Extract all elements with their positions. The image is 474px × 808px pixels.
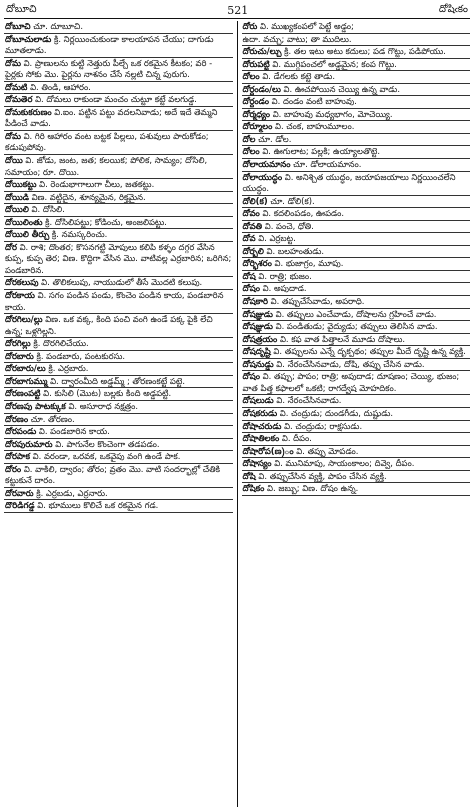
dictionary-entry xyxy=(4,192,233,205)
entry-definition: వి. సగం పండిన పండు, కొంచెం పండిన కాయ, పండబారిన కాయ. xyxy=(5,290,224,312)
dictionary-entry xyxy=(242,196,471,209)
dictionary-entry xyxy=(4,107,233,131)
entry-headword: దోషజ్ఞుడు xyxy=(242,308,273,319)
dictionary-entry xyxy=(242,346,471,359)
entry-definition: వి. తప్పుచేసేవాడు, అపరాధి. xyxy=(268,296,365,307)
dictionary-entry xyxy=(242,408,471,421)
dictionary-entry xyxy=(242,359,471,372)
dictionary-entry xyxy=(242,458,471,471)
entry-headword: దోషలుడు xyxy=(242,395,274,406)
entry-definition: వి. రాత్రి; భుజం. xyxy=(255,270,312,281)
dictionary-entry xyxy=(242,208,471,221)
entry-headword: దోర్మూలం xyxy=(242,121,273,132)
right-column xyxy=(237,21,471,807)
entry-definition: వి. తిండి, ఆహారం. xyxy=(27,81,91,92)
entry-definition: వి. చంద్రుడు; రాక్షసుడు. xyxy=(281,420,363,431)
entry-headword: దోర్బలి xyxy=(242,245,264,256)
dictionary-entry xyxy=(4,131,233,155)
dictionary-entry xyxy=(4,500,233,513)
entry-definition: క్రి. దొరగిలిచేయు. xyxy=(30,338,89,349)
entry-definition: వి. రాశి; దొంతర; కొసనగట్టి మోపులు కలిపి కళ్ళం దగ్గర వేసిన కుప్ప, కుప్ప తెర; విణ. కొద్దిగా వేసిన మొ. వాటివల్ల ఎర్రబారిన; ఒరిగిన; పండబారిన. xyxy=(5,241,232,275)
entry-headword: దోరుచు/ల్చు xyxy=(242,46,282,57)
entry-headword: దోయిడి xyxy=(5,191,29,202)
entry-definition: వి. ప్రాణులను కుట్టి నెత్తురు పీల్చే ఒక రకమైన కీటకం; వరి - పైర్లకు సోకు మొ. పైర్లను నాశనం చేసే నల్లటి చిన్న పురుగు. xyxy=(5,57,213,80)
dictionary-entry xyxy=(4,439,233,452)
dictionary-entry xyxy=(4,179,233,192)
dictionary-entry xyxy=(242,134,471,147)
dictionary-entry xyxy=(242,283,471,296)
dictionary-entry xyxy=(242,296,471,309)
entry-definition: వి. ఊచపోయిన చెయ్యి ఉన్న వాడు. xyxy=(280,83,400,94)
entry-headword: దోవతి xyxy=(242,220,263,231)
entry-headword: దోషాతిలకం xyxy=(242,433,280,444)
entry-definition: వి. భుజాగ్రం, మూపు. xyxy=(271,258,344,269)
page-header xyxy=(4,2,470,19)
entry-headword: దోషి xyxy=(242,470,256,481)
entry-definition: వి. గిరి ఆహారం వంట బట్టక పిల్లలు, పశువులు పారుకోడం; కడుపుపోవు. xyxy=(5,130,209,153)
entry-headword: దోరవారు xyxy=(5,487,34,498)
entry-definition: వి. ఊగులాట; పల్లకి; ఉయ్యాలతొట్టె. xyxy=(259,146,381,157)
header-left-guide-word: దోబూచి xyxy=(6,4,37,15)
dictionary-entry xyxy=(4,217,233,230)
entry-headword: దోర్మధ్యం xyxy=(242,108,271,119)
entry-definition: వి. జబ్బు; విణ. దోషం ఉన్న. xyxy=(264,483,359,494)
dictionary-entry xyxy=(4,426,233,439)
entry-definition: వి. మునిమాపు, సాయంకాలం; దివ్వె, దీపం. xyxy=(271,458,415,469)
entry-headword: దోమతెర xyxy=(5,94,33,105)
entry-definition: వి. పండబారిన కాయ. xyxy=(36,426,110,437)
left-column xyxy=(4,21,237,807)
entry-definition: క్రి. నిర్లయించుకుండా కాలయాపన చేయు; దాగుడు మూతలాడు. xyxy=(5,33,214,56)
entry-headword: దోరకలుపు xyxy=(5,277,39,288)
entry-headword: దోయి xyxy=(5,155,23,166)
dictionary-entry xyxy=(242,84,471,97)
entry-headword: దోవ xyxy=(242,233,256,244)
entry-definition: వి. భూములు కొలిచే ఒక రకమైన గడ. xyxy=(34,500,159,511)
entry-definition: వి. జోడు, జంట, జత; కలయిక; పోలిక, సామ్యం; దోసిలి, సమాయం; రూ. దొయి. xyxy=(5,155,208,177)
dictionary-entry xyxy=(242,471,471,484)
dictionary-entry xyxy=(242,96,471,109)
page-number: 521 xyxy=(227,3,249,17)
dictionary-entry xyxy=(4,376,233,389)
entry-headword: దోరణపు పాటక్కుక xyxy=(5,400,66,411)
entry-definition: వి. తప్పుచేసిన వ్యక్తి, పాపం చేసిన వ్యక్తి. xyxy=(255,470,387,481)
entry-headword: దోర్భిశరం xyxy=(242,258,272,269)
entry-headword: దోమటి xyxy=(5,81,28,92)
dictionary-entry xyxy=(4,21,233,34)
entry-headword: దోయికట్టు xyxy=(5,179,37,190)
entry-definition: వి. బలహంతుడు. xyxy=(263,245,325,256)
entry-definition: క్రి. దోసిలిపట్టు; కోడించు, అంజలిపట్టు. xyxy=(42,216,167,227)
entry-headword: దోలాయమానం xyxy=(242,159,291,170)
entry-definition: వి. పాగునేల కొంచెంగా తడపడం. xyxy=(52,438,160,449)
entry-headword: దోబూచి xyxy=(5,21,31,31)
entry-definition: వి. నేరంచేసినవాడు. xyxy=(273,395,342,406)
entry-headword: దోరపాక xyxy=(5,451,30,462)
entry-headword: దోర్దండం xyxy=(242,96,269,107)
entry-definition: విణ. ఒక వక్క, కింది పంచి వంగి ఉండే పక్క పైకి లేచి ఉన్న; ఒళ్లగిల్లని. xyxy=(5,314,213,336)
entry-definition: వి. దీపం. xyxy=(279,433,312,444)
dictionary-entry xyxy=(4,388,233,401)
entry-definition: వి. చంక, బాహుమూలం. xyxy=(272,121,355,132)
entry-definition: వి. వాకిలి, ద్వారం; తోరం; వ్రతం మొ. వాటి సందర్భాల్లో చేతికి కట్టుకునే దారం. xyxy=(5,463,221,486)
dictionary-entry xyxy=(4,82,233,95)
entry-headword: దోయిలింతు xyxy=(5,216,43,227)
entry-definition: ఉదా. వచ్చు; వాటు; తా ముదిలు. xyxy=(242,33,352,44)
entry-headword: దోషజ్ఞుడు xyxy=(242,321,273,332)
dictionary-entry xyxy=(4,451,233,464)
entry-headword: దోషకారి xyxy=(242,296,268,307)
entry-definition: వి. అనిశ్చిత యుద్ధం, జయాపజయాలు నిర్ణయించలేని యుద్ధం. xyxy=(242,171,456,194)
dictionary-entry xyxy=(242,34,471,47)
entry-definition: వి. దోసిలి. xyxy=(28,204,65,215)
entry-definition: చూ. దూబూచి. xyxy=(30,21,83,31)
dictionary-entry xyxy=(242,334,471,347)
dictionary-entry xyxy=(4,290,233,314)
entry-headword: దోరకాయ xyxy=(5,290,35,301)
entry-headword: దోషికం xyxy=(242,483,265,494)
entry-definition: క్రి. ఎర్రబడు, ఎర్రనారు. xyxy=(33,487,108,498)
entry-headword: దోషం xyxy=(242,371,261,382)
dictionary-entry xyxy=(242,109,471,122)
entry-headword: దోషనుడ్డు xyxy=(242,358,274,369)
entry-definition: వి. చంద్రుడు; దుండగీడు, దుష్టుడు. xyxy=(277,407,394,418)
entry-definition: వి. తప్పులను ఎన్నే దృక్పథం; తప్పుల మీదే దృష్టి ఉన్న వ్యక్తి. xyxy=(270,346,466,357)
entry-definition: వి. దోమలు రాకుండా మంచం చుట్టూ కట్టే వలగుడ్డ. xyxy=(32,94,197,105)
dictionary-entry xyxy=(242,446,471,459)
entry-headword: దోరపురుమారు xyxy=(5,438,53,449)
entry-headword: దోలాయుద్ధం xyxy=(242,171,283,182)
entry-definition: వి. తప్పులు ఎంచేవాడు, దోషాలను గ్రహించే వాడు. xyxy=(272,308,437,319)
dictionary-entry xyxy=(242,159,471,172)
dictionary-entry xyxy=(4,338,233,351)
entry-headword: దోరం xyxy=(5,463,22,474)
entry-headword: దోయిలి తీర్చు xyxy=(5,229,50,240)
entry-headword: దోష xyxy=(242,270,256,281)
entry-headword: దోరగిలు/ల్లు xyxy=(5,314,43,325)
entry-headword: దోమకుకరుణం xyxy=(5,106,52,117)
entry-headword: దోల xyxy=(242,133,256,144)
dictionary-entry xyxy=(4,58,233,82)
entry-definition: వి. ద్వారంమీది అడ్డమ్మ్ ; తోరణంకట్టే పట్టె. xyxy=(47,375,185,386)
entry-definition: వి. డేగలకు కట్టె తాడు. xyxy=(259,71,335,82)
entry-definition: వి. కుసిలి (మొట) బల్లకు కింది అడ్డపట్టి. xyxy=(40,388,172,399)
dictionary-entry xyxy=(4,363,233,376)
entry-definition: క్రి. నమస్కరించు. xyxy=(49,229,108,240)
entry-definition: వి. అపుదాడ. xyxy=(260,283,307,294)
dictionary-entry xyxy=(242,59,471,72)
entry-definition: వి. దండం వంటి బాహువు. xyxy=(269,96,357,107)
dictionary-entry xyxy=(242,309,471,322)
entry-headword: దోరబారు xyxy=(5,350,34,361)
entry-definition: చూ. డోలాయమానం. xyxy=(290,159,362,170)
entry-headword: దొరిడిగడ్డ xyxy=(5,500,35,511)
dictionary-entry xyxy=(4,204,233,217)
dictionary-entry xyxy=(4,351,233,364)
dictionary-entry xyxy=(242,21,471,34)
entry-headword: దోషత్రయం xyxy=(242,333,278,344)
entry-headword: దోయిలి xyxy=(5,204,29,215)
dictionary-entry xyxy=(242,258,471,271)
dictionary-entry xyxy=(242,71,471,84)
dictionary-entry xyxy=(242,172,471,196)
dictionary-entry xyxy=(242,395,471,408)
entry-headword: దోరపండు xyxy=(5,426,37,437)
entry-headword: దోబూచులాడు xyxy=(5,33,52,44)
dictionary-entry xyxy=(4,401,233,414)
dictionary-entry xyxy=(4,242,233,278)
entry-definition: వి. నేరంచేసినవాడు, దోషి, తప్పు చేసిన వాడు. xyxy=(273,358,425,369)
entry-headword: దోర xyxy=(5,241,17,252)
dictionary-entry xyxy=(4,464,233,488)
entry-headword: దోషదృష్టి xyxy=(242,346,271,357)
entry-headword: దోషాస్యం xyxy=(242,458,272,469)
entry-definition: వి. బాహువు మధ్యభాగం, మోచెయ్యి. xyxy=(270,108,393,119)
entry-definition: వి. తప్పు; పాపం; రాత్రి; అపుదాడ; దూషణం; చెయ్యి, భుజం; వాత పిత్త కఫాలలో ఒకటి; రాగద్వేష మోహదికం. xyxy=(242,371,460,393)
entry-definition: చూ. డోల. xyxy=(255,133,292,144)
entry-headword: దోషకరుడు xyxy=(242,407,278,418)
entry-headword: దోరబారు/లు xyxy=(5,363,46,374)
dictionary-entry xyxy=(4,94,233,107)
entry-definition: వి. కదలింపడం, ఊపడం. xyxy=(259,208,345,219)
entry-headword: దోషారోప(ణ)ం xyxy=(242,445,294,456)
entry-headword: దోరణంపట్టి xyxy=(5,388,41,399)
entry-definition: వి. పంచె, ధోతి. xyxy=(262,220,314,231)
entry-headword: దోషాచరుడు xyxy=(242,420,282,431)
dictionary-entry xyxy=(242,221,471,234)
entry-headword: దోవం xyxy=(242,208,260,219)
dictionary-entry xyxy=(242,146,471,159)
dictionary-entry xyxy=(4,414,233,427)
dictionary-entry xyxy=(4,229,233,242)
dictionary-entry xyxy=(242,483,471,496)
entry-definition: విణ. వట్టిదైన, శూన్యమైన, రిక్తమైన. xyxy=(28,191,146,202)
dictionary-entry xyxy=(242,433,471,446)
header-right-guide-word: దోషిఁకం xyxy=(438,4,468,15)
dictionary-entry xyxy=(4,277,233,290)
dictionary-entry xyxy=(242,233,471,246)
entry-headword: దోమ xyxy=(5,57,21,68)
entry-definition: వి. పండితుడు; వైద్యుడు; తప్పులు తెలిసిన వాడు. xyxy=(272,321,438,332)
entry-definition: వి. కఫ వాత పిత్తాలనే మూడు దోషాలు. xyxy=(277,333,406,344)
entry-headword: దోరణం xyxy=(5,413,29,424)
dictionary-entry xyxy=(4,155,233,179)
entry-headword: దోరగిల్లు xyxy=(5,338,31,349)
entry-definition: క్రి. పండబారు, పంటకురసు. xyxy=(33,350,126,361)
entry-definition: క్రి. ఎర్రబారు. xyxy=(45,363,89,374)
entry-headword: దోలం xyxy=(242,146,260,157)
entry-definition: వి. అసూరాధ నక్షత్రం. xyxy=(65,400,138,411)
entry-headword: దోరు xyxy=(242,21,258,31)
entry-definition: వి. ముగ్గిపంచలో అడ్డమైన; కంప గొట్టు. xyxy=(269,58,397,69)
entry-headword: దోషం xyxy=(242,283,261,294)
entry-headword: దోలం xyxy=(242,71,260,82)
entry-definition: వి. రెండుభాగాలుగా చీలు, జతకట్టు. xyxy=(36,179,155,190)
entry-definition: వి. తప్పు మోపడం. xyxy=(293,445,359,456)
dictionary-entry xyxy=(242,371,471,395)
dictionary-entry xyxy=(242,321,471,334)
entry-headword: దోర్దండం/లు xyxy=(242,83,281,94)
entry-definition: చూ. డోలి(క). xyxy=(267,195,315,206)
entry-definition: క్రి. తల ఇటు అటు కదులు; పడ గొట్టు, పడిపోయు. xyxy=(281,46,446,57)
entry-definition: వి. ఎర్రబట్ట. xyxy=(255,233,296,244)
dictionary-columns xyxy=(4,21,470,807)
entry-definition: వి. వరండా, ఒరవక, ఒకవైపు వంగి ఉండే పాక. xyxy=(30,451,181,462)
dictionary-entry xyxy=(4,314,233,338)
entry-definition: వి. తొలికలుపు, నాయుడులో తీసే మొదటి కలుపు. xyxy=(38,277,203,288)
dictionary-entry xyxy=(242,271,471,284)
entry-definition: చూ. తోరణం. xyxy=(28,413,75,424)
entry-headword: దోరుపట్టి xyxy=(242,58,270,69)
dictionary-entry xyxy=(4,34,233,58)
dictionary-entry xyxy=(242,46,471,59)
dictionary-entry xyxy=(242,421,471,434)
entry-definition: వి. ముఖ్యకంపలో పెట్టే అడ్డం; xyxy=(257,21,354,31)
entry-headword: దోరబాగుమ్ము xyxy=(5,375,48,386)
dictionary-entry xyxy=(242,246,471,259)
entry-headword: దోలి(క) xyxy=(242,195,268,206)
entry-headword: దోమ xyxy=(5,130,21,141)
dictionary-entry xyxy=(242,121,471,134)
dictionary-entry xyxy=(4,488,233,501)
entry-definition: వి.ఐం. పట్టిన పట్టు వదలనివాడు; అదే ఇదే తెమ్మని పీడించే వాడు. xyxy=(5,106,218,129)
